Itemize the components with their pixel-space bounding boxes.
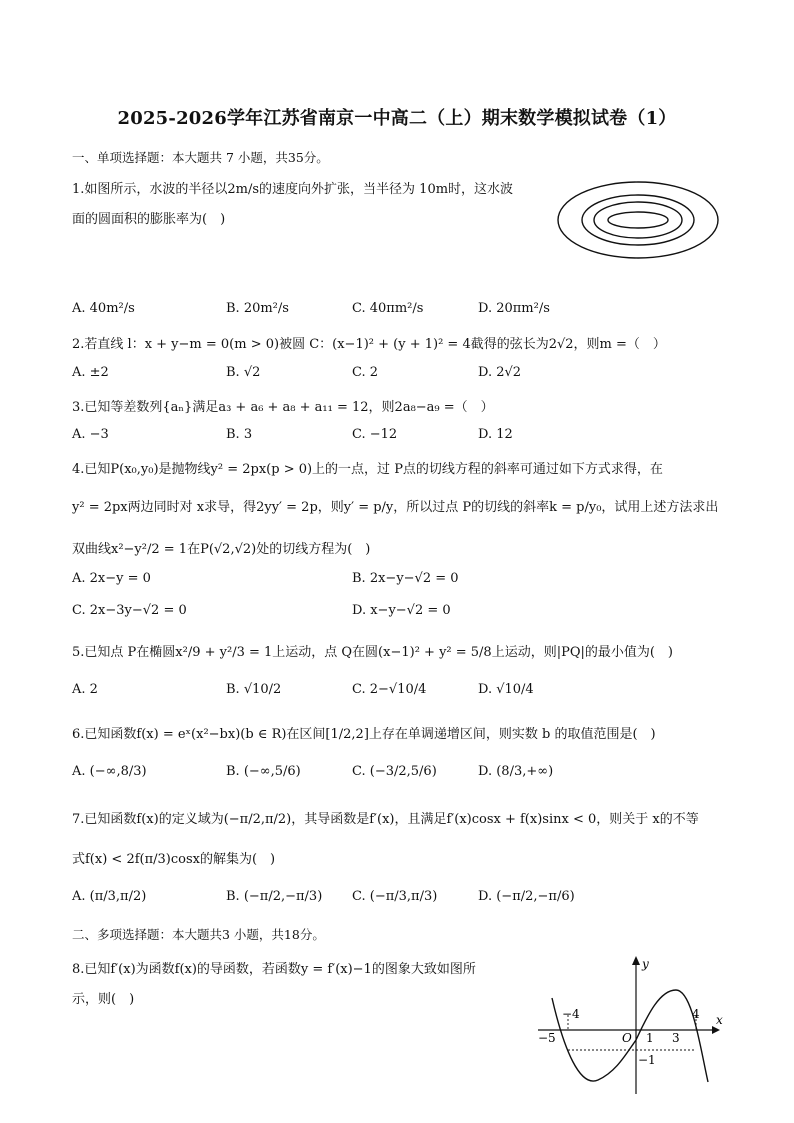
question-1-line-2: 面的圆面积的膨胀率为( ): [72, 212, 226, 227]
derivative-graph-figure: [530, 950, 730, 1100]
q1-option-b: B. 20m²/s: [226, 301, 289, 316]
q6-option-c: C. (−3/2,5/6): [352, 764, 437, 779]
q6-option-b: B. (−∞,5/6): [226, 764, 301, 779]
question-8-line-1: 8.已知f′(x)为函数f(x)的导函数，若函数y = f′(x)−1的图象大致如图所: [72, 962, 476, 977]
question-4-line-1: 4.已知P(x₀,y₀)是抛物线y² = 2px(p > 0)上的一点，过 P点的切线方程的斜率可通过如下方式求得，在: [72, 462, 663, 477]
x-axis-arrow-icon: [712, 1026, 720, 1034]
tick-label-neg1: −1: [638, 1053, 656, 1067]
q5-option-c: C. 2−√10/4: [352, 682, 427, 697]
q1-option-d: D. 20πm²/s: [478, 301, 550, 316]
question-1-line-1: 1.如图所示，水波的半径以2m/s的速度向外扩张，当半径为 10m时，这水波: [72, 182, 514, 197]
question-7-line-2: 式f(x) < 2f(π/3)cosx的解集为( ): [72, 852, 276, 867]
q3-option-a: A. −3: [72, 427, 109, 442]
question-4-line-3: 双曲线x²−y²/2 = 1在P(√2,√2)处的切线方程为( ): [72, 542, 371, 557]
q1-option-c: C. 40πm²/s: [352, 301, 424, 316]
q4-option-a: A. 2x−y = 0: [72, 571, 151, 586]
x-axis-label: x: [716, 1013, 723, 1027]
water-ripple-figure: [556, 178, 720, 262]
q1-option-a: A. 40m²/s: [72, 301, 135, 316]
q5-option-b: B. √10/2: [226, 682, 282, 697]
q2-option-a: A. ±2: [72, 365, 109, 380]
q2-option-d: D. 2√2: [478, 365, 522, 380]
origin-label: O: [622, 1031, 632, 1045]
q3-option-c: C. −12: [352, 427, 398, 442]
question-5-line-1: 5.已知点 P在椭圆x²/9 + y²/3 = 1上运动，点 Q在圆(x−1)² + y² = 5/8上运动，则|PQ|的最小值为( ): [72, 645, 674, 660]
section-heading-multiple: 二、多项选择题：本大题共3 小题，共18分。: [72, 927, 325, 942]
question-2-line-1: 2.若直线 l：x + y−m = 0(m > 0)被圆 C：(x−1)² + (y + 1)² = 4截得的弦长为2√2，则m =（ ）: [72, 337, 666, 352]
q2-option-b: B. √2: [226, 365, 261, 380]
q5-option-a: A. 2: [72, 682, 98, 697]
tick-label-1: 1: [646, 1031, 654, 1045]
q5-option-d: D. √10/4: [478, 682, 534, 697]
q7-option-d: D. (−π/2,−π/6): [478, 889, 575, 904]
q7-option-c: C. (−π/3,π/3): [352, 889, 438, 904]
tick-label-neg5: −5: [538, 1031, 556, 1045]
question-8-line-2: 示，则( ): [72, 992, 135, 1007]
q3-option-b: B. 3: [226, 427, 253, 442]
question-7-line-1: 7.已知函数f(x)的定义域为(−π/2,π/2)，其导函数是f′(x)，且满足f′(x)cosx + f(x)sinx < 0，则关于 x的不等: [72, 812, 699, 827]
tick-label-3: 3: [672, 1031, 680, 1045]
question-3-line-1: 3.已知等差数列{aₙ}满足a₃ + a₆ + a₈ + a₁₁ = 12，则2a₈−a₉ =（ ）: [72, 400, 494, 415]
tick-label-neg4: −4: [562, 1007, 580, 1021]
q2-option-c: C. 2: [352, 365, 379, 380]
q4-option-b: B. 2x−y−√2 = 0: [352, 571, 459, 586]
question-4-line-2: y² = 2px两边同时对 x求导，得2yy′ = 2p，则y′ = p/y，所以过点 P的切线的斜率k = p/y₀，试用上述方法求出: [72, 500, 719, 515]
q6-option-d: D. (8/3,+∞): [478, 764, 554, 779]
q4-option-d: D. x−y−√2 = 0: [352, 603, 451, 618]
question-6-line-1: 6.已知函数f(x) = eˣ(x²−bx)(b ∈ R)在区间[1/2,2]上存在单调递增区间，则实数 b 的取值范围是( ): [72, 727, 656, 742]
q4-option-c: C. 2x−3y−√2 = 0: [72, 603, 187, 618]
q6-option-a: A. (−∞,8/3): [72, 764, 147, 779]
q7-option-a: A. (π/3,π/2): [72, 889, 147, 904]
y-axis-arrow-icon: [632, 956, 640, 965]
q3-option-d: D. 12: [478, 427, 513, 442]
tick-label-4: 4: [692, 1007, 700, 1021]
page-title: 2025-2026学年江苏省南京一中高二（上）期末数学模拟试卷（1）: [117, 108, 677, 129]
section-heading-single: 一、单项选择题：本大题共 7 小题，共35分。: [72, 150, 329, 165]
q7-option-b: B. (−π/2,−π/3): [226, 889, 323, 904]
y-axis-label: y: [642, 957, 649, 971]
